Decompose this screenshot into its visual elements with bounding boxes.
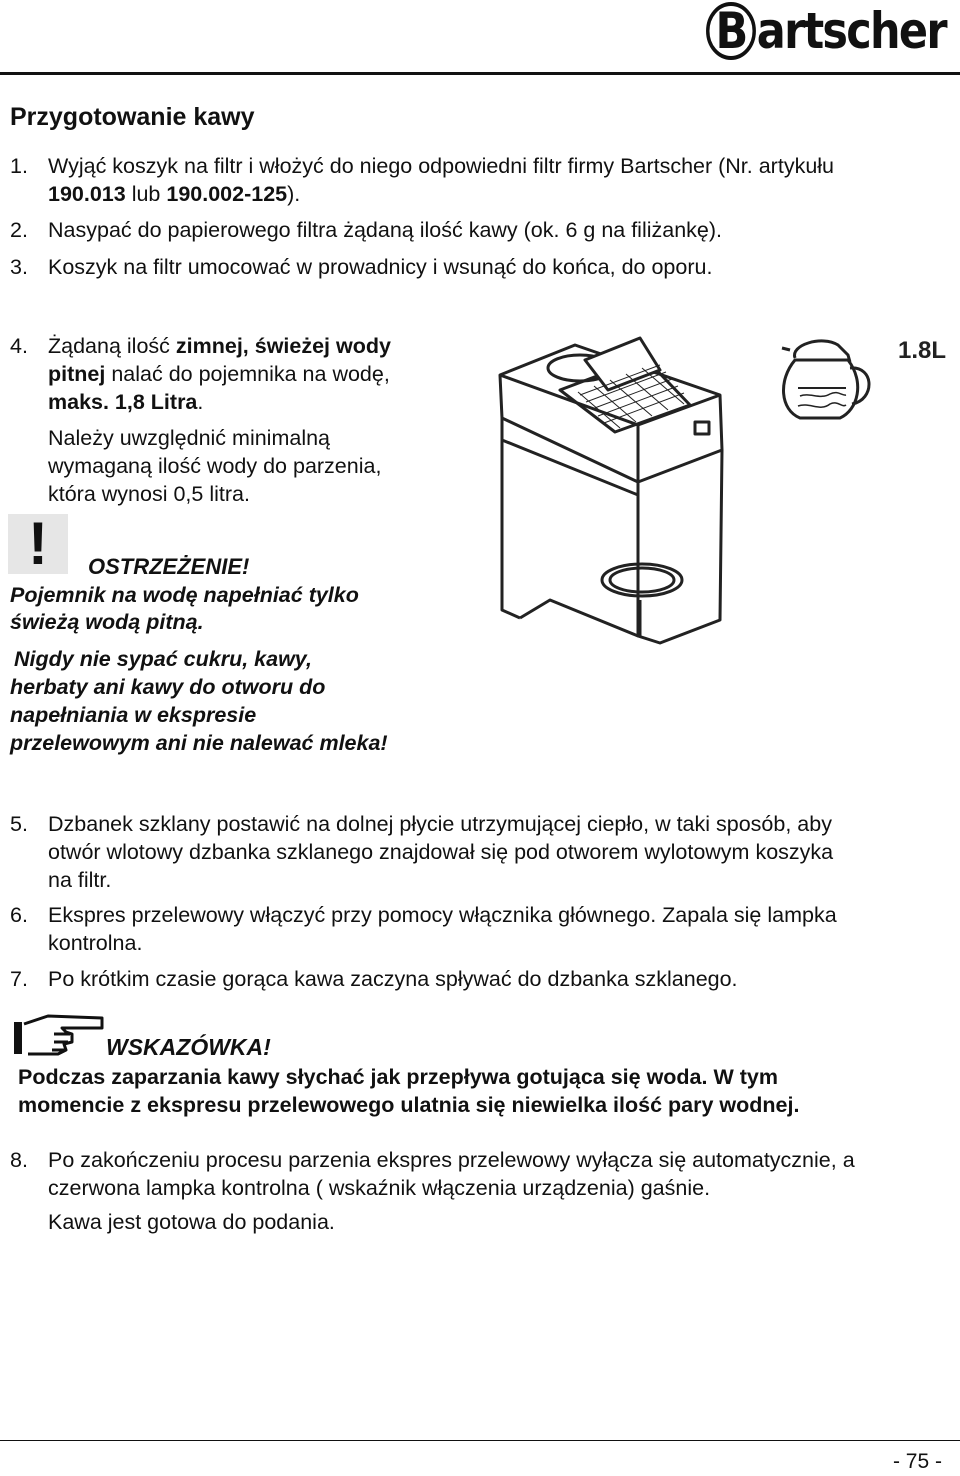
warning-line-2: świeżą wodą pitną.	[10, 610, 204, 634]
step-8-line-1: Po zakończeniu procesu parzenia ekspres przelewowy wyłącza się automatycznie, a	[48, 1148, 855, 1172]
warning-icon: !	[8, 514, 68, 574]
pointing-hand-icon	[14, 1010, 106, 1058]
step-3-number: 3.	[10, 255, 28, 279]
step-4-line-2: pitnej nalać do pojemnika na wodę,	[48, 362, 390, 386]
step-4-number: 4.	[10, 334, 28, 358]
section-heading: Przygotowanie kawy	[10, 103, 255, 131]
step-4-line-1: Żądaną ilość zimnej, świeżej wody	[48, 334, 391, 358]
step-6-line-1: Ekspres przelewowy włączyć przy pomocy włącznika głównego. Zapala się lampka	[48, 903, 837, 927]
bartscher-logo	[706, 2, 946, 60]
step-6-number: 6.	[10, 903, 28, 927]
logo-wordmark: artscher	[756, 2, 946, 60]
warning-line-6: przelewowym ani nie nalewać mleka!	[10, 731, 388, 755]
step-1-line-1: Wyjąć koszyk na filtr i włożyć do niego odpowiedni filtr firmy Bartscher (Nr. artykułu	[48, 154, 835, 178]
warning-title: OSTRZEŻENIE!	[88, 554, 250, 579]
switch	[695, 422, 709, 434]
step-4-note-1: Należy uwzględnić minimalną	[48, 426, 331, 450]
step-5-line-2: otwór wlotowy dzbanka szklanego znajdował się pod otworem wylotowym koszyka	[48, 840, 834, 864]
warning-line-1: Pojemnik na wodę napełniać tylko	[10, 583, 359, 607]
hint-line-2: momencie z ekspresu przelewowego ulatnia się niewielka ilość pary wodnej.	[18, 1093, 800, 1117]
step-5-line-3: na filtr.	[48, 868, 112, 892]
jug-capacity-label: 1.8L	[898, 337, 947, 364]
header-rule	[0, 72, 960, 75]
coffee-machine-illustration	[490, 300, 950, 650]
step-8-line-2: czerwona lampka kontrolna ( wskaźnik włączenia urządzenia) gaśnie.	[48, 1176, 711, 1200]
step-4-line-3: maks. 1,8 Litra.	[48, 390, 204, 414]
step-2-text: Nasypać do papierowego filtra żądaną ilość kawy (ok. 6 g na filiżankę).	[48, 218, 723, 242]
hint-line-1: Podczas zaparzania kawy słychać jak przepływa gotująca się woda. W tym	[18, 1065, 778, 1089]
coffee-jug-icon	[782, 341, 869, 418]
step-8-number: 8.	[10, 1148, 28, 1172]
step-7-text: Po krótkim czasie gorąca kawa zaczyna spływać do dzbanka szklanego.	[48, 967, 738, 991]
step-5-number: 5.	[10, 812, 28, 836]
step-3-text: Koszyk na filtr umocować w prowadnicy i wsunąć do końca, do oporu.	[48, 255, 713, 279]
step-4-note-2: wymaganą ilość wody do parzenia,	[48, 454, 382, 478]
machine-column	[502, 440, 520, 618]
step-2-number: 2.	[10, 218, 28, 242]
warming-plate-base	[520, 600, 638, 636]
hint-title: WSKAZÓWKA!	[106, 1034, 271, 1060]
warning-line-5: napełniania w ekspresie	[10, 703, 257, 727]
page-number: - 75 -	[892, 1450, 942, 1473]
step-5-line-1: Dzbanek szklany postawić na dolnej płycie utrzymującej ciepło, w taki sposób, aby	[48, 812, 832, 836]
step-6-line-2: kontrolna.	[48, 931, 143, 955]
step-7-number: 7.	[10, 967, 28, 991]
warning-line-4: herbaty ani kawy do otworu do	[10, 675, 326, 699]
step-8-line-3: Kawa jest gotowa do podania.	[48, 1210, 335, 1234]
step-4-note-3: która wynosi 0,5 litra.	[48, 482, 250, 506]
logo-b-badge: B	[706, 2, 756, 60]
warning-line-3: Nigdy nie sypać cukru, kawy,	[14, 647, 312, 671]
step-1-number: 1.	[10, 154, 28, 178]
footer-rule	[0, 1440, 960, 1441]
step-1-line-2: 190.013 lub 190.002-125).	[48, 182, 301, 206]
